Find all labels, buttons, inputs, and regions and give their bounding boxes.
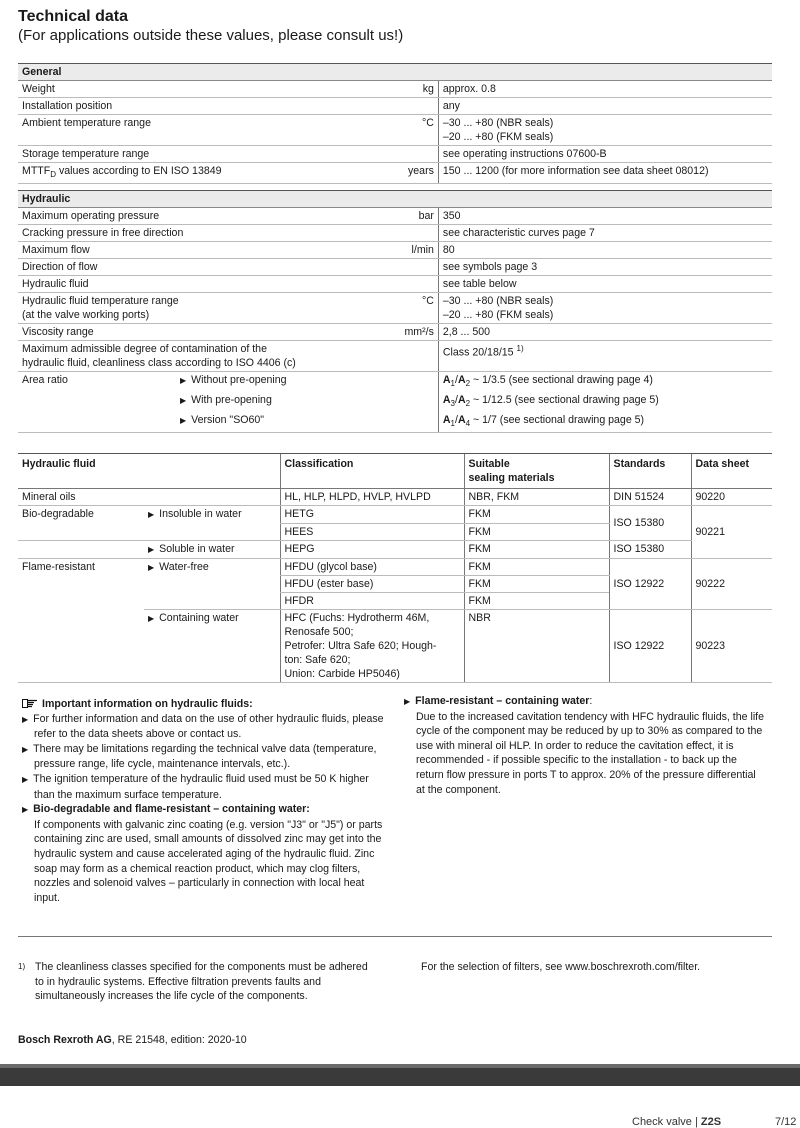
triangle-bullet-icon: ▶ bbox=[180, 416, 187, 426]
table-row: ▶ Soluble in water HEPG FKM ISO 15380 bbox=[18, 540, 772, 558]
table-row: Weight kg approx. 0.8 bbox=[18, 81, 772, 98]
triangle-bullet-icon: ▶ bbox=[180, 396, 187, 406]
page-title: Technical data bbox=[18, 8, 128, 25]
triangle-bullet-icon: ▶ bbox=[148, 544, 155, 554]
page-footer-product: Check valve | Z2S bbox=[632, 1116, 722, 1128]
table-row: Maximum operating pressure bar 350 bbox=[18, 208, 772, 225]
triangle-bullet-icon: ▶ bbox=[22, 805, 29, 815]
triangle-bullet-icon: ▶ bbox=[22, 744, 29, 754]
table-row: ▶ Version "SO60" $A_1/A_4$ ~ 1/7 (see sectional drawing page 5) bbox=[18, 412, 772, 433]
triangle-bullet-icon: ▶ bbox=[148, 562, 155, 572]
pointing-hand-icon bbox=[22, 697, 38, 708]
table-row: Maximum flow l/min 80 bbox=[18, 242, 772, 259]
table-row: $MTTF_D$ values according to EN ISO 13849 years 150 ... 1200 (for more information see data sheet 08012) bbox=[18, 163, 772, 184]
triangle-bullet-icon: ▶ bbox=[180, 376, 187, 386]
triangle-bullet-icon: ▶ bbox=[22, 714, 29, 724]
table-row: Area ratio ▶ Without pre-opening $A_1/A_2$ ~ 1/3.5 (see sectional drawing page 4) bbox=[18, 372, 772, 393]
triangle-bullet-icon: ▶ bbox=[148, 510, 155, 519]
divider bbox=[18, 936, 772, 937]
table-row: Mineral oils HL, HLP, HLPD, HVLP, HVLPD NBR, FKM DIN 51524 90220 bbox=[18, 489, 772, 506]
technical-data-table bbox=[18, 63, 772, 433]
publisher-line: Bosch Rexroth AG, RE 21548, edition: 2020-10 bbox=[18, 1034, 247, 1046]
filter-note: For the selection of filters, see www.boschrexroth.com/filter. bbox=[421, 961, 701, 973]
footnote-ref: 1) bbox=[516, 344, 524, 354]
table-row: ▶ Containing water HFC (Fuchs: Hydrotherm 46M, Renosafe 500; Petrofer: Ultra Safe 620; Hough- ton: Safe 620; Union: Carbide HP5046) NBR ISO 12922 90223 bbox=[18, 610, 772, 683]
footnote: 1) The cleanliness classes specified for the components must be adhered to in hydraulic systems. Effective filtration prevents faults and simultaneously increases the life cycle of the components. bbox=[18, 961, 368, 1003]
table-row: HFDR FKM bbox=[18, 593, 772, 610]
important-info-right: ▶ Flame-resistant – containing water: Due to the increased cavitation tendency with HFC hydraulic fluids, the life cycle of the component may be reduced by up to 30% as compared to the use with mineral oil HLP. In order to reduce the cavitation effect, it is recommended - if possible specific to the installation - to back up the return flow pressure in ports T to approx. 20% of the pressure differential at the component. bbox=[404, 695, 765, 796]
table-row: Viscosity range mm²/s 2,8 ... 500 bbox=[18, 324, 772, 341]
page-subtitle: (For applications outside these values, please consult us!) bbox=[18, 27, 404, 44]
table-row: Hydraulic fluid see table below bbox=[18, 276, 772, 293]
section-hydraulic: Hydraulic bbox=[18, 191, 772, 208]
table-row: Bio-degradable ▶ Insoluble in water HETG FKM ISO 15380 90221 bbox=[18, 506, 772, 524]
table-row: HFDU (ester base) FKM bbox=[18, 576, 772, 593]
hydraulic-fluid-table: Hydraulic fluid Classification Suitable sealing materials Standards Data sheet Mineral oils HL, HLP, HLPD, HVLP, HVLPD NBR, FKM DIN 51524 90220 Bio-degradable ▶ Insoluble in water HETG FKM ISO 15380 90221 HEES FKM ▶ Soluble in water HEPG FKM ISO 15380 Flame-resistant ▶ Water-free HFDU (glycol base) FKM ISO 12922 90222 HFDU (ester base) FKM HFDR FKM ▶ Containing water HFC (Fuchs: Hydrotherm 46M, Renosafe 500; Petrofer: Ultra Safe 620; Hough- ton: Safe 620; Union: Carbide HP5046) NBR ISO 12922 90223 bbox=[18, 453, 772, 683]
table-row: Ambient temperature range °C –30 ... +80 (NBR seals) –20 ... +80 (FKM seals) bbox=[18, 115, 772, 146]
triangle-bullet-icon: ▶ bbox=[404, 697, 411, 706]
table-row: Maximum admissible degree of contamination of the hydraulic fluid, cleanliness class according to ISO 4406 (c) Class 20/18/15 $^{1)}$ bbox=[18, 341, 772, 372]
table-row: Installation position any bbox=[18, 98, 772, 115]
page-number: 7/12 bbox=[775, 1116, 797, 1128]
table-row: HEES FKM bbox=[18, 523, 772, 540]
triangle-bullet-icon: ▶ bbox=[22, 774, 29, 784]
section-general: General bbox=[18, 64, 772, 81]
table-row: Cracking pressure in free direction see characteristic curves page 7 bbox=[18, 225, 772, 242]
table-row: Hydraulic fluid temperature range (at the valve working ports) °C –30 ... +80 (NBR seals) –20 ... +80 (FKM seals) bbox=[18, 293, 772, 324]
table-row: Flame-resistant ▶ Water-free HFDU (glycol base) FKM ISO 12922 90222 bbox=[18, 558, 772, 576]
footer-bar bbox=[0, 1064, 800, 1086]
table-row: ▶ With pre-opening $A_3/A_2$ ~ 1/12.5 (see sectional drawing page 5) bbox=[18, 392, 772, 412]
table-row: Direction of flow see symbols page 3 bbox=[18, 259, 772, 276]
important-info-left: Important information on hydraulic fluids: ▶ For further information and data on the use of other hydraulic fluids, please refer to the data sheets above or contact us. ▶ There may be limitations regarding the technical valve data (temperature, pressure range, life cycle, maintenance intervals, etc.). ▶ The ignition temperature of the hydraulic fluid used must be 50 K higher than the maximum surface temperature. ▶ Bio-degradable and flame-resistant – containing water: If components with galvanic zinc coating (e.g. version "J3" or "J5") or parts containing zinc are used, small amounts of dissolved zinc may get into the hydraulic system and cause accelerated aging of the hydraulic fluid. Zinc soap may form as a chemical reaction product, which may clog filters, nozzles and solenoid valves – particularly in connection with local heat input. bbox=[22, 698, 384, 904]
table-row: Storage temperature range see operating instructions 07600-B bbox=[18, 146, 772, 163]
triangle-bullet-icon: ▶ bbox=[148, 614, 155, 623]
